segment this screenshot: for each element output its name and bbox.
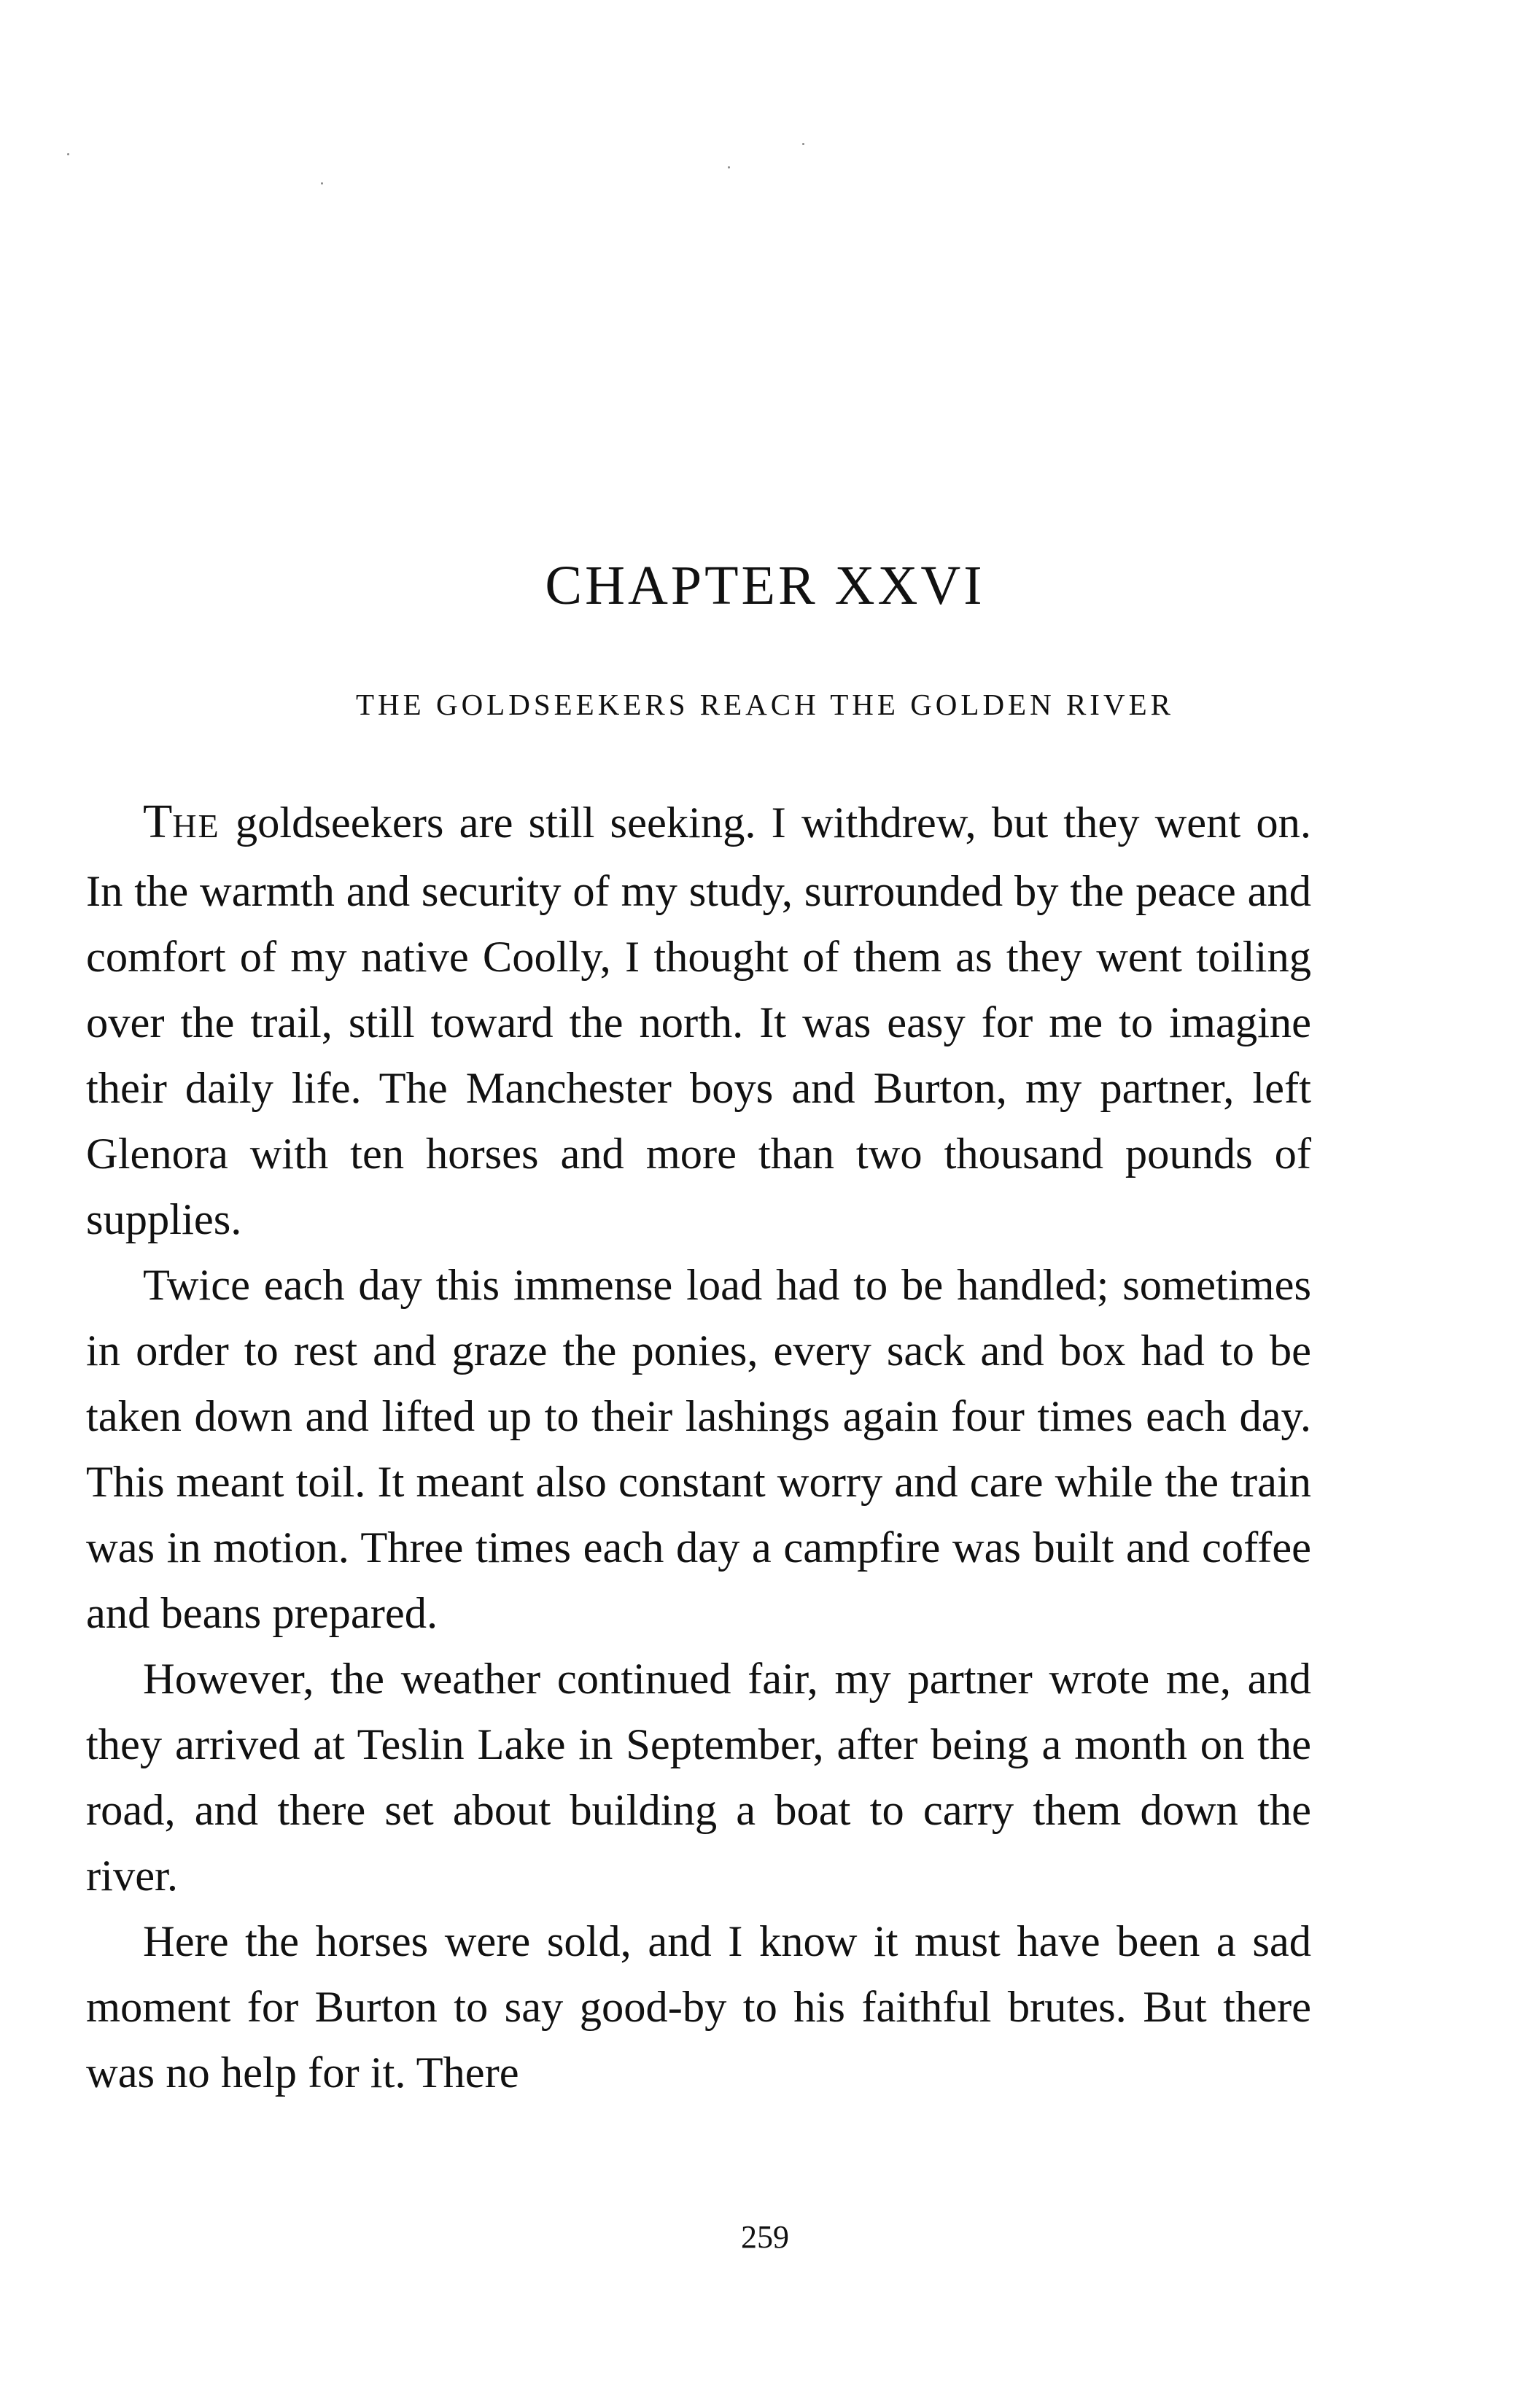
page-number: 259 bbox=[741, 2219, 789, 2255]
chapter-title: CHAPTER XXVI bbox=[545, 555, 985, 616]
lead-initial: T bbox=[143, 795, 173, 848]
body-text bbox=[86, 789, 1311, 2106]
scan-speck bbox=[67, 153, 69, 155]
paragraph-4: Here the horses were sold, and I know it must have been a sad moment for Burton to say good-by to his faithful brutes. But there was no help for it. There bbox=[86, 1917, 1311, 2097]
scan-speck bbox=[321, 182, 323, 185]
paragraph-1-text: goldseekers are still seeking. I withdrew, but they went on. In the warmth and security of my study, surrounded by the peace and comfort of my native Coolly, I thought of them as they went toiling over the trail, still toward the north. It was easy for me to imagine their daily life. The Manchester boys and Burton, my partner, left Glenora with ten horses and more than two thousand pounds of supplies. bbox=[86, 799, 1311, 1244]
paragraph-3: However, the weather continued fair, my partner wrote me, and they arrived at Teslin Lake in September, after being a month on the road, and there set about building a boat to carry them down the river. bbox=[86, 1655, 1311, 1900]
chapter-subtitle: THE GOLDSEEKERS REACH THE GOLDEN RIVER bbox=[356, 688, 1174, 721]
paragraph-2: Twice each day this immense load had to be handled; sometimes in order to rest and graze the ponies, every sack and box had to be taken down and lifted up to their lashings again four times each day. This meant toil. It meant also constant worry and care while the train was in motion. Three times each day a campfire was built and coffee and beans prepared. bbox=[86, 1261, 1311, 1638]
lead-small-caps: HE bbox=[172, 807, 220, 844]
scan-speck bbox=[728, 166, 730, 168]
paragraph-1 bbox=[86, 789, 1311, 1253]
scan-speck bbox=[802, 143, 804, 145]
